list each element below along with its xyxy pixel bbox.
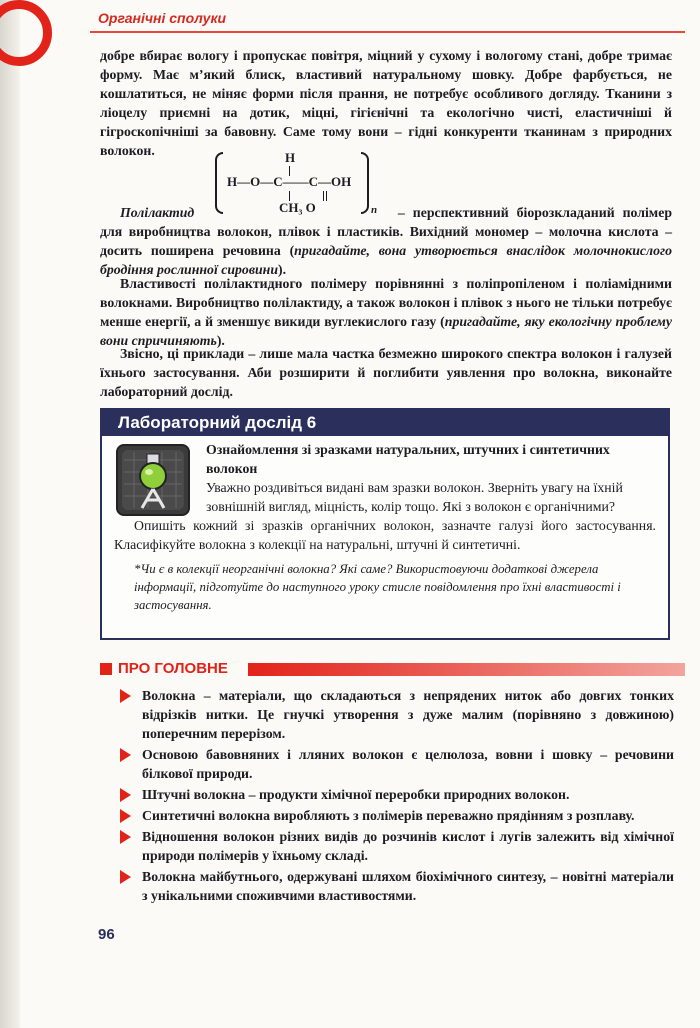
- formula-continuation: – перспективний біорозкладаний полімер для виробництва волокон, плівок і пластиків. Вихідний мономер – молочна кислота – досить поширена речовина (: [100, 205, 672, 258]
- triangle-bullet-icon: [120, 748, 131, 762]
- lab-instruction-2: Опишіть кожний зі зразків органічних волокон, зазначте галузі його застосування. Класифікуйте волокна з колекції на натуральні, штучні й синтетичні.: [114, 518, 656, 552]
- formula-double-bond-a: [323, 191, 324, 201]
- list-item: [118, 806, 674, 825]
- list-item-text: Синтетичні волокна виробляють з полімерів переважно прядінням з розплаву.: [142, 808, 635, 823]
- summary-gradient-bar: [248, 663, 685, 676]
- triangle-bullet-icon: [120, 830, 131, 844]
- lab-experiment-box: [100, 408, 670, 640]
- running-title: Органічні сполуки: [98, 10, 227, 26]
- list-item-text: Відношення волокон різних видів до розчинів кислот і лугів залежить від хімічної природи полімерів у їхньому складі.: [142, 829, 674, 863]
- formula-hint: пригадайте, вона утворюється внаслідок молочнокислого бродіння рослинної сировини: [100, 243, 672, 277]
- lab-content: [102, 440, 668, 614]
- triangle-bullet-icon: [120, 809, 131, 823]
- book-spine: [0, 0, 20, 1028]
- lab-instruction-1: Уважно роздивіться видані вам зразки волокон. Зверніть увагу на їхній зовнішній вигляд, міцність, колір тощо. Які з волокон є органічними?: [206, 480, 623, 514]
- triangle-bullet-icon: [120, 788, 131, 802]
- paragraph-2-hint: пригадайте, яку екологічну проблему вони спричиняють: [100, 314, 672, 348]
- lab-subtitle: Ознайомлення зі зразками натуральних, штучних і синтетичних волокон: [206, 442, 610, 476]
- list-item-text: Волокна – матеріали, що складаються з непрядених ниток або довгих тонких відрізків нитки. Це гнучкі утворення з дуже малим (порівняно з довжиною) поперечним перерізом.: [142, 688, 674, 741]
- list-item-text: Волокна майбутнього, одержувані шляхом біохімічного синтезу, – новітні матеріали з унікальними споживчими властивостями.: [142, 869, 674, 903]
- formula-top-h: H: [285, 150, 296, 165]
- paragraph-3: [100, 344, 672, 401]
- formula-close: ).: [278, 262, 287, 277]
- formula-main-chain: H—O—C——C—OH: [227, 174, 352, 189]
- list-item: [118, 785, 674, 804]
- list-item: [118, 745, 674, 783]
- summary-header: [100, 659, 685, 679]
- formula-label: Полілактид: [120, 205, 195, 220]
- list-item: [118, 867, 674, 905]
- formula-paragraph: [100, 203, 672, 279]
- summary-square-icon: [100, 663, 112, 675]
- paragraph-2: [100, 274, 672, 350]
- list-item: [118, 686, 674, 743]
- corner-ring-decoration: [0, 0, 52, 66]
- list-item-text: Штучні волокна – продукти хімічної переробки природних волокон.: [142, 787, 570, 802]
- formula-double-bond-b: [326, 191, 327, 201]
- intro-text: добре вбирає вологу і пропускає повітря, міцний у сухому і вологому стані, добре тримає форму. Має м’який блиск, властивий натуральному шовку. Добре фарбується, не кошлатиться, не міняє форми після прання, не потребує особливого догляду. Тканини з ліоцелу приємні на дотик, міцні, гігієнічні та екологічно чисті, еластичніші й гігроскопічніші за бавовну. Саме тому вони – гідні конкуренти тканинам з природних волокон.: [100, 48, 672, 158]
- formula-bottom-groups: CH₃ O: [279, 200, 316, 215]
- header-rule: [90, 31, 685, 33]
- triangle-bullet-icon: [120, 689, 131, 703]
- list-item-text: Основою бавовняних і лляних волокон є целюлоза, вовни і шовку – речовини білкової природи.: [142, 747, 674, 781]
- page-number: 96: [98, 926, 115, 943]
- paragraph-3-text: Звісно, ці приклади – лише мала частка безмежно широкого спектра волокон і галузей їхнього застосування. Аби розширити й поглибити уявлення про волокна, виконайте лабораторний дослід.: [100, 346, 672, 399]
- paragraph-2-text: Властивості полілактидного полімеру порівнянні з поліпропіленом і поліамідними волокнами. Виробництво полілактиду, а також волокон і плівок з нього не тільки потребує менше енергії, а й зменшує викиди вуглекислого газу (: [100, 276, 672, 329]
- lab-note: *Чи є в колекції неорганічні волокна? Які саме? Використовуючи додаткові джерела інформації, підготуйте до наступного уроку стисле повідомлення про їхні властивості і застосування.: [134, 562, 621, 612]
- intro-paragraph: [100, 46, 672, 160]
- triangle-bullet-icon: [120, 870, 131, 884]
- list-item: [118, 827, 674, 865]
- lab-title: Лабораторний дослід 6: [102, 410, 668, 436]
- summary-title: ПРО ГОЛОВНЕ: [118, 660, 228, 677]
- paragraph-2-close: ).: [216, 333, 225, 348]
- summary-list: [118, 686, 674, 907]
- formula-subscript-n: n: [371, 204, 378, 216]
